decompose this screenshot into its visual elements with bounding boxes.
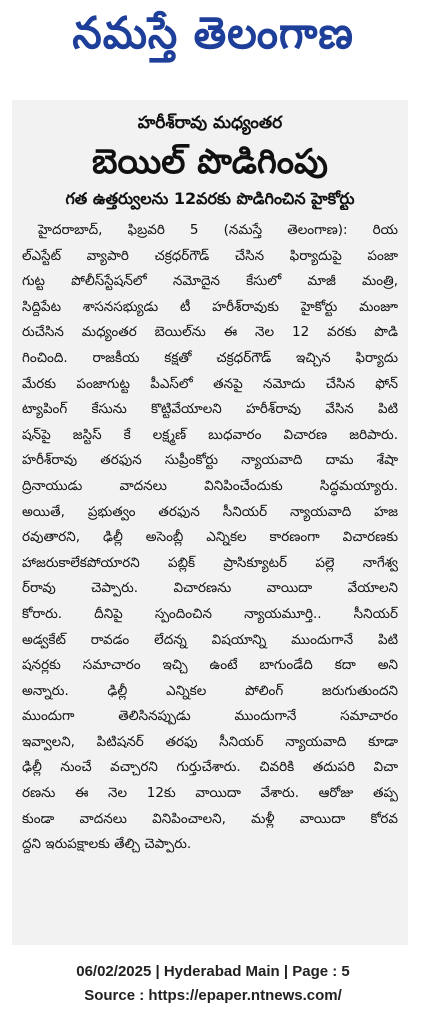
article-clipping [12, 100, 408, 945]
article-body-line: షన్‌పై జస్టిస్ కే లక్ష్మణ్ బుధవారం విచారణ జరిపారు. [22, 426, 398, 443]
article-subheadline: గత ఉత్తర్వులను 12వరకు పొడిగించిన హైకోర్టు [65, 189, 355, 208]
footer-source: Source : https://epaper.ntnews.com/ [84, 987, 342, 1004]
article-body-line: షనర్లకు సమాచారం ఇచ్చి ఉంటే బాగుండేది కదా అని [22, 657, 398, 674]
article-body-line: హైదరాబాద్, ఫిబ్రవరి 5 (నమస్తే తెలంగాణ): రియ [38, 222, 398, 238]
article-body-line: కుండా వాదనలు వినిపించాలని, మళ్లీ వాయిదా కోరవ [22, 810, 398, 827]
masthead [0, 0, 426, 78]
article-body-line: హరీశ్‌రావు తరఫున సుప్రీంకోర్టు న్యాయవాది దామ శేషా [22, 452, 398, 469]
article-body-line: కోరారు. దీనిపై స్పందించిన న్యాయమూర్తి.. సీనియర్ [22, 605, 398, 622]
footer-date-edition-page: 06/02/2025 | Hyderabad Main | Page : 5 [76, 963, 350, 980]
article-body-line: రణను ఈ నెల 12కు వాయిదా వేశారు. ఆరోజు తప్ప [22, 785, 398, 802]
newspaper-title: నమస్తే తెలంగాణ [72, 8, 354, 59]
article-kicker: హరీశ్‌రావు మధ్యంతర [137, 113, 283, 133]
article-body-line: అన్నారు. ఢిల్లీ ఎన్నికల పోలింగ్ జరుగుతుందని [22, 682, 398, 699]
article-body-line: ల్‌ఎస్టేట్ వ్యాపారి చక్రధర్‌గౌడ్ చేసిన ఫిర్యాదుపై పంజా [22, 247, 398, 264]
article-body-line: హాజరుకాలేకపోయారని పబ్లిక్ ప్రాసిక్యూటర్ పల్లె నాగేశ్వ [22, 554, 398, 571]
article-body-line: ద్దని ఇరుపక్షాలకు తేల్చి చెప్పారు. [22, 836, 192, 853]
article-headline: బెయిల్ పొడిగింపు [92, 142, 328, 182]
article-body-line: గించింది. రాజకీయ కక్షతో చక్రధర్‌గౌడ్ ఇచ్చిన ఫిర్యాదు [22, 349, 398, 366]
article-body-line: ఢిల్లీ నుంచే వచ్చారని గుర్తుచేశారు. చివరికి తదుపరి విచా [22, 759, 398, 776]
article-body-line: రుచేసిన మధ్యంతర బెయిల్‌ను ఈ నెల 12 వరకు పొడి [22, 324, 398, 341]
article-body-line: సిద్దిపేట శాసనసభ్యుడు టీ హరీశ్‌రావుకు హైకోర్టు మంజూ [22, 298, 398, 315]
article-body [22, 218, 398, 858]
article-body-line: ముందుగా తెలిసినప్పుడు ముందుగానే సమాచారం [22, 708, 398, 725]
article-body-line: ఇవ్వాలని, పిటిషనర్ తరఫు సీనియర్ న్యాయవాది కూడా [22, 733, 398, 750]
article-body-line: అయితే, ప్రభుత్వం తరఫున సీనియర్ న్యాయవాది హజ [22, 503, 398, 520]
footer [0, 960, 426, 1008]
article-body-line: అడ్వకేట్ రావడం లేదన్న విషయాన్ని ముందుగానే పిటి [22, 631, 398, 648]
article-body-line: ర్‌రావు చెప్పారు. విచారణను వాయిదా వేయాలని [22, 580, 398, 597]
article-body-line: ట్యాపింగ్ కేసును కొట్టివేయాలని హరీశ్‌రావు వేసిన పిటి [22, 401, 398, 418]
article-body-line: రవుతారని, ఢిల్లీ అసెంబ్లీ ఎన్నికల కారణంగా విచారణకు [22, 529, 398, 546]
article-body-line: గుట్ట పోలీస్‌స్టేషన్‌లో నమోదైన కేసులో మాజీ మంత్రి, [22, 273, 398, 290]
article-body-line: మేరకు పంజాగుట్ట పీఎస్‌లో తనపై నమోదు చేసిన ఫోన్ [22, 375, 398, 392]
article-body-line: ద్రినాయుడు వాదనలు వినిపించేందుకు సిద్ధమయ్యారు. [22, 477, 398, 494]
